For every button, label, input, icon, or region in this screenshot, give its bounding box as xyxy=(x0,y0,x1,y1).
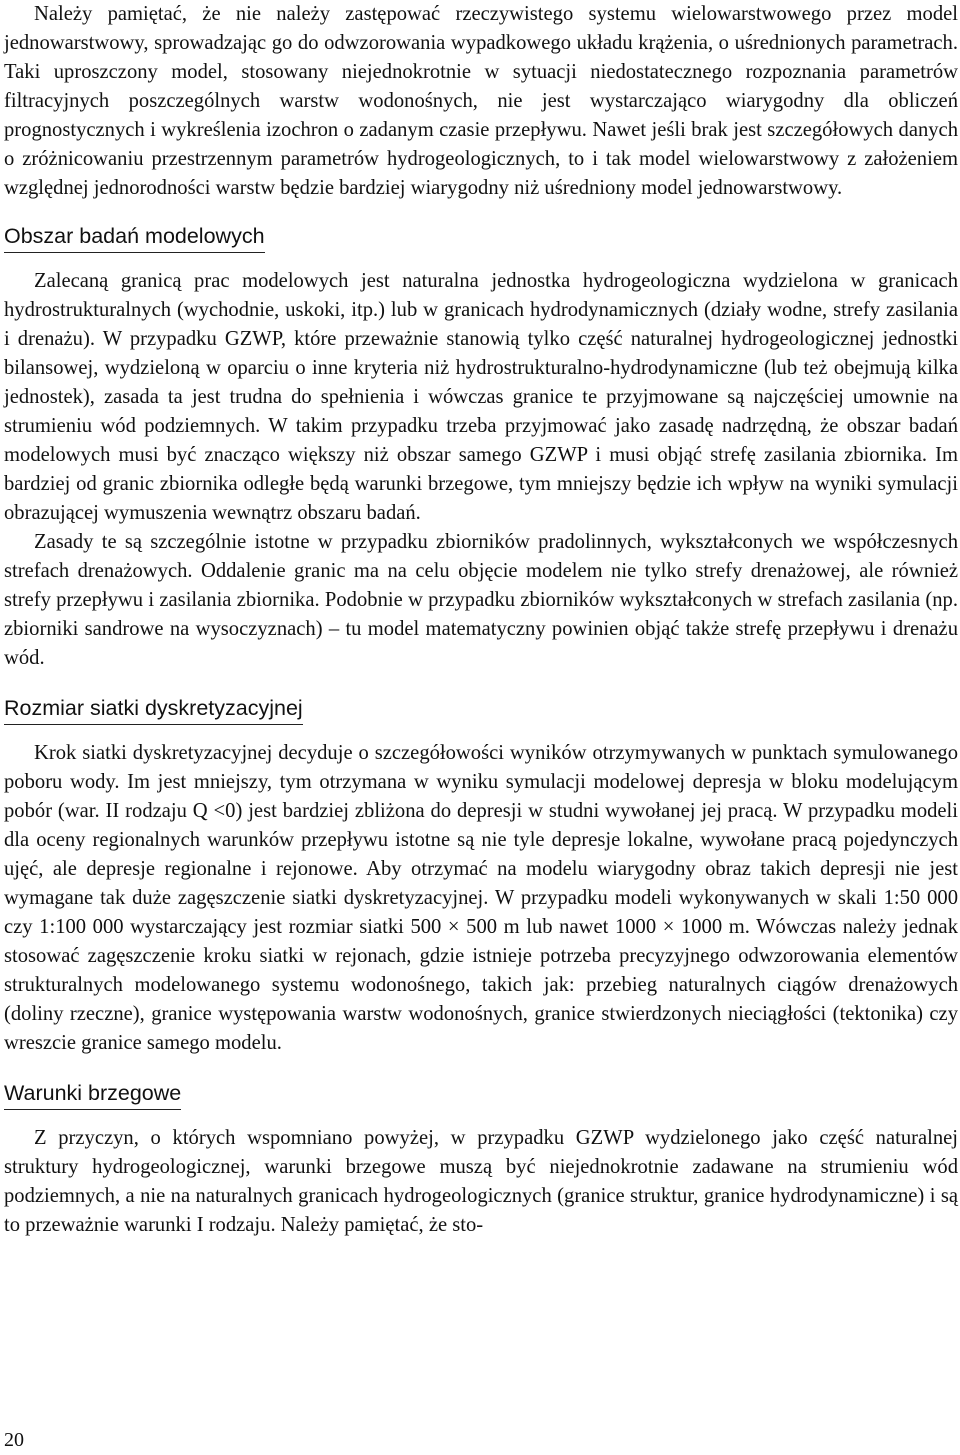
document-page xyxy=(4,0,958,1240)
section-paragraph: Krok siatki dyskretyzacyjnej decyduje o szczegółowości wyników otrzymywanych w punktach symulowanego poboru wody. Im jest mniejszy, tym otrzymana w wyniku symulacji modelowej depresja w bloku modelującym pobór (war. II rodzaju Q <0) jest bardziej zbliżona do depresji w studni wywołanej jej pracą. W przypadku modeli dla oceny regionalnych warunków przepływu istotne są nie tyle depresje lokalne, wywołane pracą pojedynczych ujęć, ale depresje regionalne i rejonowe. Aby otrzymać na modelu wiarygodny obraz takich depresji nie jest wymagane tak duże zagęszczenie siatki dyskretyzacyjnej. W przypadku modeli wykonywanych w skali 1:50 000 czy 1:100 000 wystarczający jest rozmiar siatki 500 × 500 m lub nawet 1000 × 1000 m. Wówczas należy jednak stosować zagęszczenie kroku siatki w rejonach, gdzie istnieje potrzeba precyzyjnego odwzorowania elementów strukturalnych modelowanego systemu wodonośnego, takich jak: przebieg naturalnych ciągów drenażowych (doliny rzeczne), granice występowania warstw wodonośnych, granice stwierdzonych nieciągłości (tektonika) czy wreszcie granice samego modelu. xyxy=(4,742,958,1054)
section-heading: Obszar badań modelowych xyxy=(4,223,265,253)
section-heading: Warunki brzegowe xyxy=(4,1080,181,1110)
section-paragraph: Zalecaną granicą prac modelowych jest naturalna jednostka hydrogeologiczna wydzielona w granicach hydrostrukturalnych (wychodnie, uskoki, itp.) lub w granicach hydrodynamicznych (działy wodne, strefy zasilania i drenażu). W przypadku GZWP, które przeważnie stanowią tylko część naturalnej hydrogeologicznej jednostki bilansowej, wydzieloną w oparciu o inne kryteria niż hydrostrukturalno-hydrodynamiczne (lub też obejmują kilka jednostek), zasada ta jest trudna do spełnienia i wówczas granice te przyjmowane są najczęściej umownie na strumieniu wód podziemnych. W takim przypadku trzeba przyjmować jako zasadę nadrzędną, że obszar badań modelowych musi być znacząco większy niż obszar samego GZWP i musi objąć strefę zasilania zbiornika. Im bardziej od granic zbiornika odległe będą warunki brzegowe, tym mniejszy będzie ich wpływ na wyniki symulacji obrazującej wymuszenia wewnątrz obszaru badań. xyxy=(4,270,958,524)
section-warunki-brzegowe xyxy=(4,1080,958,1240)
section-obszar-badan xyxy=(4,223,958,673)
page-number: 20 xyxy=(4,1429,24,1451)
intro-paragraph: Należy pamiętać, że nie należy zastępować rzeczywistego systemu wielowarstwowego przez model jednowarstwowy, sprowadzając go do odwzorowania wypadkowego układu krążenia, o uśrednionych parametrach. Taki uproszczony model, stosowany niejednokrotnie w sytuacji niedostatecznego rozpoznania parametrów filtracyjnych poszczególnych warstw wodonośnych, nie jest wystarczająco wiarygodny dla obliczeń prognostycznych i wykreślenia izochron o zadanym czasie przepływu. Nawet jeśli brak jest szczegółowych danych o zróżnicowaniu przestrzennym parametrów hydrogeologicznych, to i tak model wielowarstwowy z założeniem względnej jednorodności warstw będzie bardziej wiarygodny niż uśredniony model jednowarstwowy. xyxy=(4,3,958,199)
section-heading: Rozmiar siatki dyskretyzacyjnej xyxy=(4,695,303,725)
section-paragraph: Z przyczyn, o których wspomniano powyżej, w przypadku GZWP wydzielonego jako część naturalnej struktury hydrogeologicznej, warunki brzegowe muszą być niejednokrotnie zadawane na strumieniu wód podziemnych, a nie na naturalnych granicach hydrogeologicznych (granice struktur, granice hydrodynamiczne) i są to przeważnie warunki I rodzaju. Należy pamiętać, że sto- xyxy=(4,1127,958,1236)
section-rozmiar-siatki xyxy=(4,695,958,1058)
section-paragraph: Zasady te są szczególnie istotne w przypadku zbiorników pradolinnych, wykształconych we współczesnych strefach drenażowych. Oddalenie granic ma na celu objęcie modelem nie tylko strefy drenażowej, ale również strefy przepływu i zasilania zbiornika. Podobnie w przypadku zbiorników wykształconych w strefach zasilania (np. zbiorniki sandrowe na wysoczyznach) – tu model matematyczny powinien objąć także strefę przepływu i drenażu wód. xyxy=(4,531,958,669)
